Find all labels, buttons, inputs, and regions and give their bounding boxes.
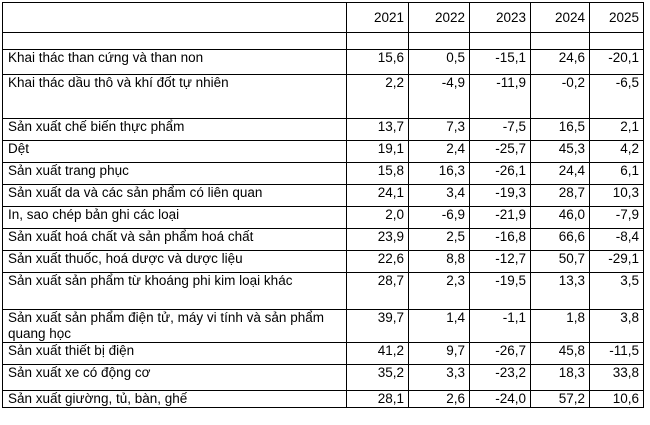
value-cell: 2,5: [409, 229, 470, 251]
value-cell: 6,1: [590, 163, 644, 185]
value-cell: -11,9: [470, 75, 531, 119]
value-cell: -19,5: [470, 273, 531, 310]
table-row: [3, 75, 644, 119]
value-cell: 3,5: [590, 273, 644, 310]
value-cell: 7,3: [409, 119, 470, 141]
value-cell: 10,3: [590, 185, 644, 207]
value-cell: 3,8: [590, 310, 644, 343]
value-cell: -11,5: [590, 343, 644, 365]
value-cell: 10,6: [590, 391, 644, 408]
row-label: Khai thác dầu thô và khí đốt tự nhiên: [3, 75, 347, 119]
year-header: 2021: [347, 3, 409, 33]
value-cell: [470, 33, 531, 50]
year-header: 2023: [470, 3, 531, 33]
value-cell: 1,4: [409, 310, 470, 343]
value-cell: 35,2: [347, 365, 409, 391]
value-cell: -15,1: [470, 50, 531, 75]
year-header: 2022: [409, 3, 470, 33]
value-cell: -16,8: [470, 229, 531, 251]
table-row: [3, 229, 644, 251]
row-label: Sản xuất thuốc, hoá dược và dược liệu: [3, 251, 347, 273]
table-row: [3, 251, 644, 273]
row-label: In, sao chép bản ghi các loại: [3, 207, 347, 229]
value-cell: 4,2: [590, 141, 644, 163]
value-cell: -26,7: [470, 343, 531, 365]
value-cell: 33,8: [590, 365, 644, 391]
value-cell: 2,4: [409, 141, 470, 163]
row-label: Sản xuất sản phẩm điện tử, máy vi tính và sản phẩm quang học: [3, 310, 347, 343]
value-cell: 2,0: [347, 207, 409, 229]
table-row: [3, 273, 644, 310]
row-label: Sản xuất sản phẩm từ khoáng phi kim loại khác: [3, 273, 347, 310]
value-cell: 8,8: [409, 251, 470, 273]
value-cell: 18,3: [531, 365, 590, 391]
value-cell: -25,7: [470, 141, 531, 163]
value-cell: [531, 33, 590, 50]
value-cell: -19,3: [470, 185, 531, 207]
value-cell: -7,5: [470, 119, 531, 141]
value-cell: -12,7: [470, 251, 531, 273]
value-cell: -29,1: [590, 251, 644, 273]
value-cell: 15,8: [347, 163, 409, 185]
value-cell: 24,1: [347, 185, 409, 207]
table-row: [3, 310, 644, 343]
value-cell: 50,7: [531, 251, 590, 273]
year-header: 2025: [590, 3, 644, 33]
value-cell: -1,1: [470, 310, 531, 343]
row-label: Sản xuất trang phục: [3, 163, 347, 185]
value-cell: 16,5: [531, 119, 590, 141]
table-row: [3, 391, 644, 408]
row-label: Sản xuất thiết bị điện: [3, 343, 347, 365]
value-cell: -6,9: [409, 207, 470, 229]
year-header: 2024: [531, 3, 590, 33]
header-blank-cell: [3, 3, 347, 33]
value-cell: 39,7: [347, 310, 409, 343]
row-label: Sản xuất giường, tủ, bàn, ghế: [3, 391, 347, 408]
value-cell: -0,2: [531, 75, 590, 119]
value-cell: 15,6: [347, 50, 409, 75]
value-cell: 23,9: [347, 229, 409, 251]
value-cell: 66,6: [531, 229, 590, 251]
value-cell: 16,3: [409, 163, 470, 185]
value-cell: 3,4: [409, 185, 470, 207]
value-cell: [347, 33, 409, 50]
value-cell: 2,6: [409, 391, 470, 408]
value-cell: -20,1: [590, 50, 644, 75]
value-cell: 28,1: [347, 391, 409, 408]
value-cell: 22,6: [347, 251, 409, 273]
value-cell: 46,0: [531, 207, 590, 229]
value-cell: -24,0: [470, 391, 531, 408]
table-row: [3, 163, 644, 185]
table-row: [3, 343, 644, 365]
value-cell: -23,2: [470, 365, 531, 391]
table-row: [3, 185, 644, 207]
value-cell: 45,8: [531, 343, 590, 365]
value-cell: 0,5: [409, 50, 470, 75]
value-cell: 24,4: [531, 163, 590, 185]
value-cell: -6,5: [590, 75, 644, 119]
value-cell: [409, 33, 470, 50]
header-row: [3, 3, 644, 33]
value-cell: 41,2: [347, 343, 409, 365]
value-cell: 24,6: [531, 50, 590, 75]
value-cell: 3,3: [409, 365, 470, 391]
value-cell: 28,7: [531, 185, 590, 207]
value-cell: 13,3: [531, 273, 590, 310]
row-label: Sản xuất hoá chất và sản phẩm hoá chất: [3, 229, 347, 251]
row-label: Sản xuất xe có động cơ: [3, 365, 347, 391]
data-table: [2, 2, 644, 408]
row-label: Dệt: [3, 141, 347, 163]
value-cell: 2,3: [409, 273, 470, 310]
value-cell: 1,8: [531, 310, 590, 343]
row-label: Sản xuất da và các sản phẩm có liên quan: [3, 185, 347, 207]
value-cell: [590, 33, 644, 50]
value-cell: 2,2: [347, 75, 409, 119]
row-label: [3, 33, 347, 50]
table-row: [3, 365, 644, 391]
row-label: Khai thác than cứng và than non: [3, 50, 347, 75]
value-cell: 45,3: [531, 141, 590, 163]
value-cell: -8,4: [590, 229, 644, 251]
value-cell: -4,9: [409, 75, 470, 119]
row-label: Sản xuất chế biến thực phẩm: [3, 119, 347, 141]
value-cell: -7,9: [590, 207, 644, 229]
table-row: [3, 33, 644, 50]
value-cell: 13,7: [347, 119, 409, 141]
value-cell: -21,9: [470, 207, 531, 229]
value-cell: 2,1: [590, 119, 644, 141]
table-row: [3, 119, 644, 141]
table-row: [3, 50, 644, 75]
value-cell: 9,7: [409, 343, 470, 365]
value-cell: 19,1: [347, 141, 409, 163]
table-row: [3, 207, 644, 229]
value-cell: 28,7: [347, 273, 409, 310]
value-cell: -26,1: [470, 163, 531, 185]
value-cell: 57,2: [531, 391, 590, 408]
table-row: [3, 141, 644, 163]
